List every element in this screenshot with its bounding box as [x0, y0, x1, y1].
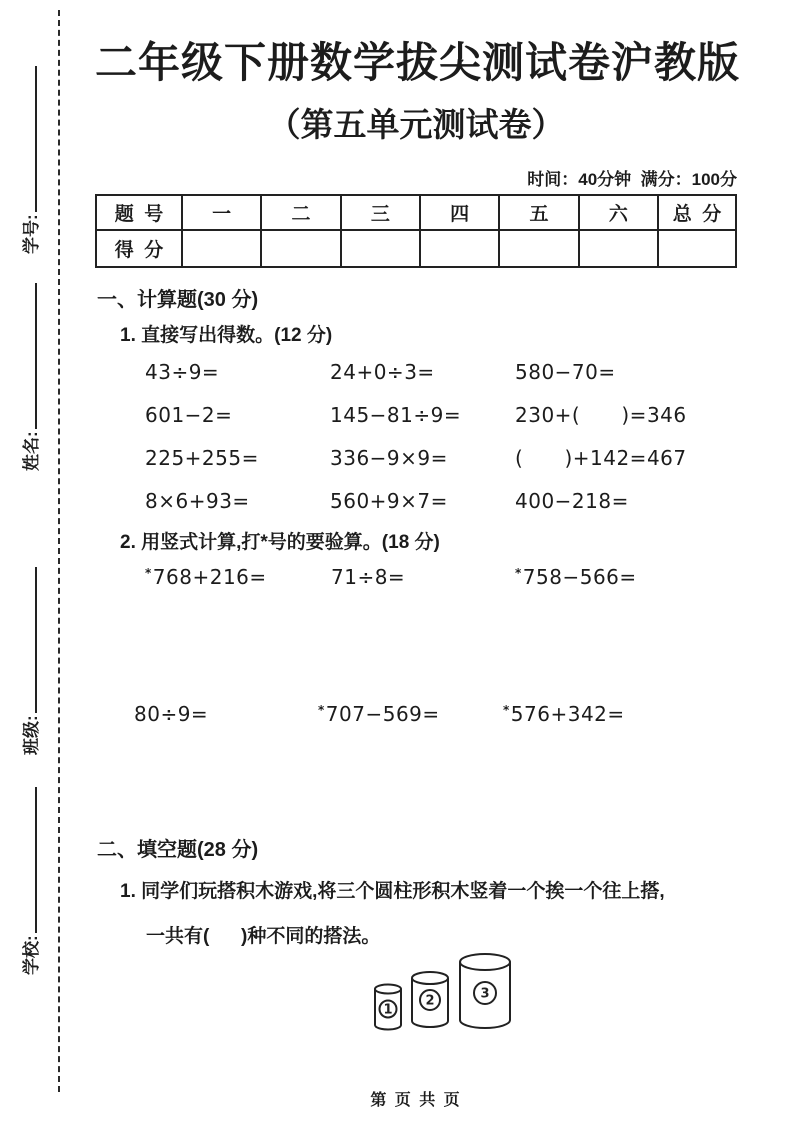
check-star: * — [318, 703, 325, 717]
school-blank-line[interactable] — [23, 787, 37, 933]
page-subtitle: （第五单元测试卷） — [267, 106, 565, 143]
section2-item1-line2: 一共有( )种不同的搭法。 — [146, 926, 381, 947]
section1-item2-heading: 2. 用竖式计算,打*号的要验算。(18 分) — [120, 532, 440, 553]
equation: *768+216= — [145, 565, 267, 589]
equation: 8×6+93= — [145, 489, 250, 513]
equation: 580−70= — [515, 360, 616, 384]
col-header-3: 三 — [341, 195, 420, 230]
vertical-calc-row1 — [145, 565, 700, 608]
total-score-header: 总 分 — [658, 195, 736, 230]
cylinder-3-number: 3 — [480, 986, 490, 1002]
cylinder-2 — [412, 972, 448, 1027]
cylinder-3 — [460, 954, 510, 1028]
student-id-field — [17, 66, 39, 254]
score-cell-5[interactable] — [499, 230, 578, 267]
school-field — [17, 787, 39, 975]
section2-heading: 二、填空题(28 分) — [97, 839, 259, 861]
equation: ( )+142=467 — [515, 446, 687, 470]
equation: 80÷9= — [134, 702, 209, 726]
equation: 560+9×7= — [330, 489, 448, 513]
equation: *707−569= — [318, 702, 440, 726]
page-title: 二年级下册数学拔尖测试卷沪教版 — [95, 39, 741, 86]
cylinders-figure — [358, 948, 528, 1043]
page-footer: 第 页 共 页 — [370, 1092, 462, 1109]
class-label: 班级: — [22, 715, 41, 755]
equation: 400−218= — [515, 489, 629, 513]
time-score-info: 时间：40分钟 满分：100分 — [527, 170, 737, 189]
equation: 145−81÷9= — [330, 403, 462, 427]
equation: 601−2= — [145, 403, 233, 427]
equation: 24+0÷3= — [330, 360, 435, 384]
score-row-label: 得 分 — [96, 230, 182, 267]
binding-dashed-line — [58, 10, 60, 1092]
name-label: 姓名: — [22, 431, 41, 471]
student-id-label: 学号: — [22, 214, 41, 254]
equation: 225+255= — [145, 446, 259, 470]
class-blank-line[interactable] — [23, 567, 37, 713]
check-star: * — [503, 703, 510, 717]
section1-item1-heading: 1. 直接写出得数。(12 分) — [120, 325, 333, 346]
score-cell-2[interactable] — [261, 230, 340, 267]
score-cell-3[interactable] — [341, 230, 420, 267]
check-star: * — [515, 566, 522, 580]
table-row — [96, 230, 736, 267]
col-header-5: 五 — [499, 195, 578, 230]
section1-heading: 一、计算题(30 分) — [97, 289, 259, 311]
score-cell-total[interactable] — [658, 230, 736, 267]
col-header-6: 六 — [579, 195, 658, 230]
school-label: 学校: — [22, 935, 41, 975]
check-star: * — [145, 566, 152, 580]
equation: 336−9×9= — [330, 446, 448, 470]
equation: *758−566= — [515, 565, 637, 589]
col-header-4: 四 — [420, 195, 499, 230]
col-header-1: 一 — [182, 195, 261, 230]
section2-item1-line1: 1. 同学们玩搭积木游戏,将三个圆柱形积木竖着一个挨一个往上搭, — [120, 881, 665, 902]
name-blank-line[interactable] — [23, 283, 37, 429]
score-cell-6[interactable] — [579, 230, 658, 267]
class-field — [17, 567, 39, 755]
equation: 43÷9= — [145, 360, 220, 384]
equation: 71÷8= — [331, 565, 406, 589]
cylinder-1-number: 1 — [383, 1002, 393, 1018]
score-cell-4[interactable] — [420, 230, 499, 267]
cylinder-1 — [375, 985, 401, 1030]
score-cell-1[interactable] — [182, 230, 261, 267]
col-header-2: 二 — [261, 195, 340, 230]
cylinder-2-number: 2 — [425, 993, 435, 1009]
student-id-blank-line[interactable] — [23, 66, 37, 212]
equation: 230+( )=346 — [515, 403, 687, 427]
mental-math-grid — [145, 360, 700, 532]
score-table — [95, 194, 737, 268]
question-number-header: 题 号 — [96, 195, 182, 230]
equation: *576+342= — [503, 702, 625, 726]
name-field — [17, 283, 39, 471]
vertical-calc-row2 — [133, 702, 688, 745]
table-row — [96, 195, 736, 230]
